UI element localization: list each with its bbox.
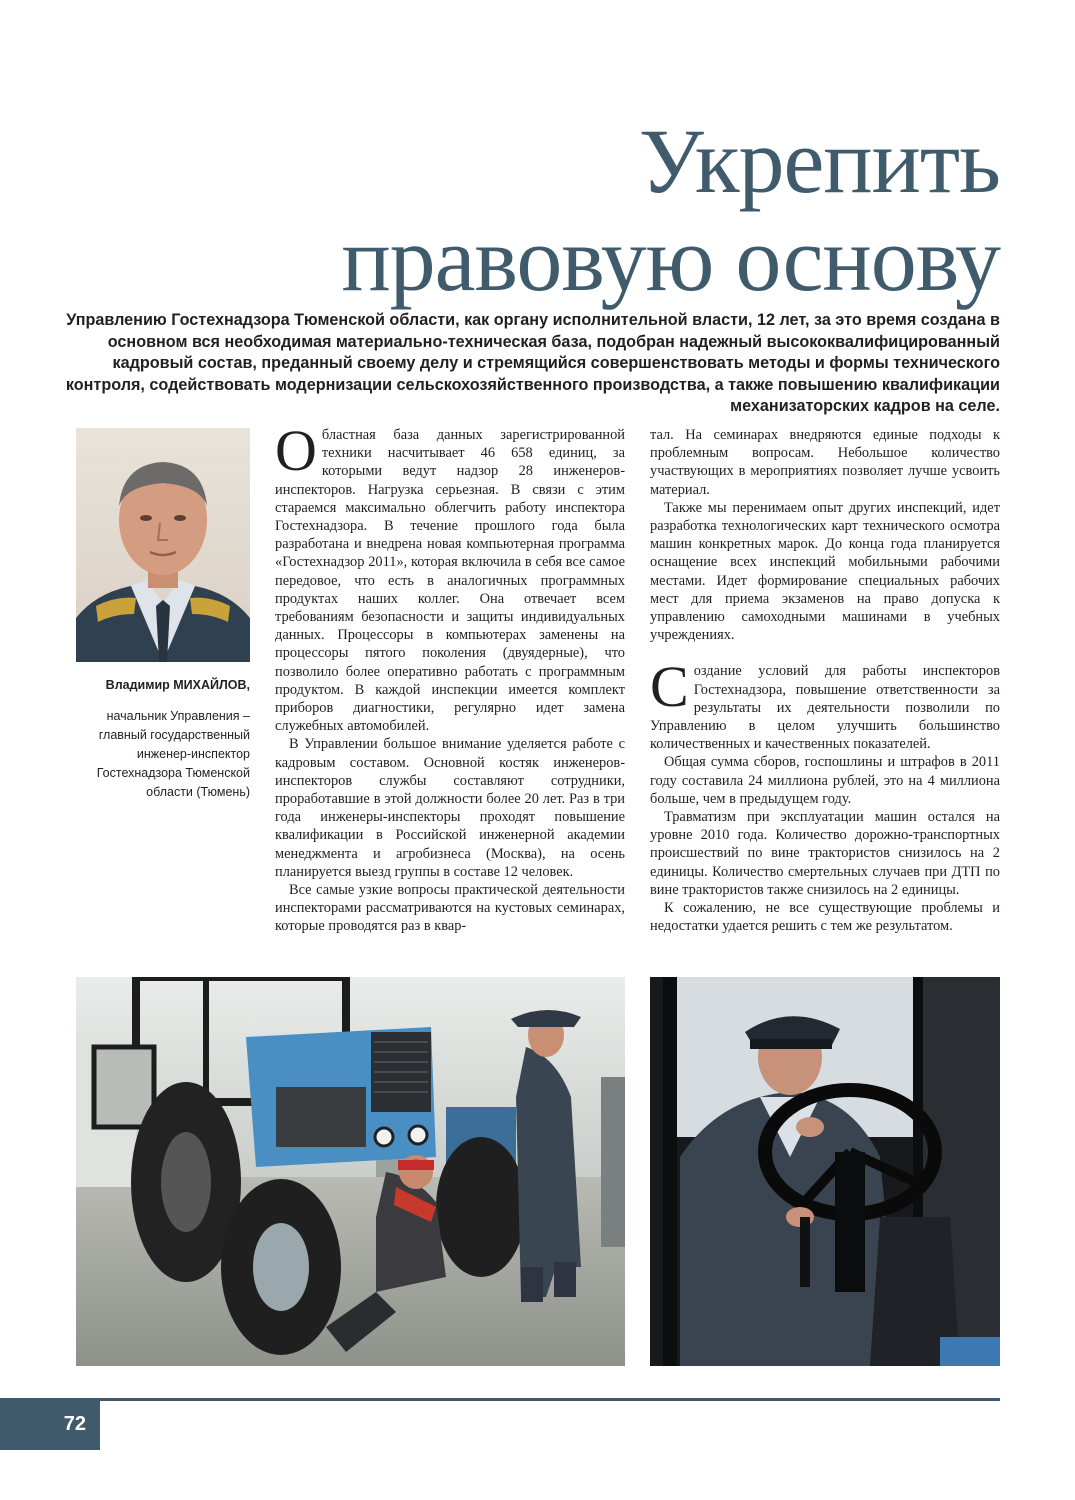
article-title	[200, 112, 1000, 308]
paragraph	[275, 418, 625, 735]
person-name: Владимир МИХАЙЛОВ,	[105, 678, 250, 692]
paragraph: Травматизм при эксплуатации машин остался на уровне 2010 года. Количество дорожно-транспортных происшествий по вине трактористов снизилось на 2 единицы. Количество смертельных случаев при ДТП по вине трактористов также снизилось на 2 единицы.	[650, 809, 1000, 898]
tractor-inspection-photo	[76, 977, 625, 1366]
portrait-photo	[76, 428, 250, 662]
paragraph: Также мы перенимаем опыт других инспекций, идет разработка технологических карт технического осмотра машин конкретных марок. До конца года планируется оснащение всех инспекций мобильными рабочими местами. Идет формирование специальных рабочих мест для приема экзаменов на право допуска к управлению самоходными машинами в учебных учреждениях.	[650, 499, 1000, 644]
paragraph: тал. На семинарах внедряются единые подходы к проблемным вопросам. Небольшое количество участвующих в мероприятиях позволяет лучше усвоить материал.	[650, 427, 1000, 498]
text-column-2	[650, 426, 1000, 935]
inspector-driving-photo	[650, 977, 1000, 1366]
person-role: начальник Управления – главный государственный инженер-инспектор Гостехнадзора Тюменской области (Тюмень)	[96, 709, 250, 799]
footer-rule	[100, 1398, 1000, 1401]
drop-cap: О	[275, 418, 317, 483]
portrait-caption	[60, 676, 250, 802]
title-line-2: правовую основу	[341, 208, 1000, 310]
tractor-illustration	[76, 977, 625, 1366]
paragraph: Общая сумма сборов, госпошлины и штрафов в 2011 году составила 24 миллиона рублей, это на 4 миллиона больше, чем в предыдущем году.	[650, 754, 1000, 807]
text-column-1	[275, 418, 625, 936]
page-number: 72	[0, 1398, 100, 1450]
paragraph-text: оздание условий для работы инспекторов Гостехнадзора, повышение ответственности за результаты их деятельности позволили по Управлению в целом улучшить большинство количественных и качественных показателей.	[650, 663, 1000, 753]
paragraph: Все самые узкие вопросы практической деятельности инспекторами рассматриваются на кустовых семинарах, которые проводятся раз в квар-	[275, 882, 625, 935]
portrait-illustration	[76, 428, 250, 662]
paragraph	[650, 654, 1000, 753]
paragraph-text: бластная база данных зарегистрированной техники насчитывает 46 658 единиц, за которыми ведут надзор 28 инженеров-инспекторов. Нагрузка серьезная. В связи с этим стараемся максимально облегчить работу инспектора Гостехнадзора. В течение прошлого года была разработана и внедрена новая компьютерная программа «Гостехнадзор 2011», которая включила в себя все самое передовое, что есть в аналогичных программных продуктах наших коллег. Она отвечает всем требованиям безопасности и защиты индивидуальных данных. Процессоры в компьютерах заменены на процессоры пятого поколения (двуядерные), что позволило более оперативно работать с программным продуктом. В каждой инспекции имеется комплект приборов диагностики, регулярно идет замена служебных автомобилей.	[275, 427, 625, 735]
article-lead: Управлению Гостехнадзора Тюменской области, как органу исполнительной власти, 12 лет, за это время создана в основном вся необходимая материально-техническая база, подобран надежный высококвалифицированный кадровый состав, преданный своему делу и стремящийся совершенствовать методы и формы технического контроля, содействовать модернизации сельскохозяйственного производства, а также повышению квалификации механизаторских кадров на селе.	[65, 311, 1000, 415]
title-line-1: Укрепить	[638, 110, 1000, 212]
paragraph: В Управлении большое внимание уделяется работе с кадровым составом. Основной костяк инженеров-инспекторов службы составляют сотрудники, проработавшие в этой должности более 20 лет. Раз в три года инженеры-инспекторы проходят повышение квалификации в Российской инженерной академии менеджмента и агробизнеса (Москва), на осень планируется выезд группы в составе 12 человек.	[275, 736, 625, 880]
cab-illustration	[650, 977, 1000, 1366]
drop-cap: С	[650, 654, 689, 720]
paragraph: К сожалению, не все существующие проблемы и недостатки удается решить с тем же результатом.	[650, 900, 1000, 935]
